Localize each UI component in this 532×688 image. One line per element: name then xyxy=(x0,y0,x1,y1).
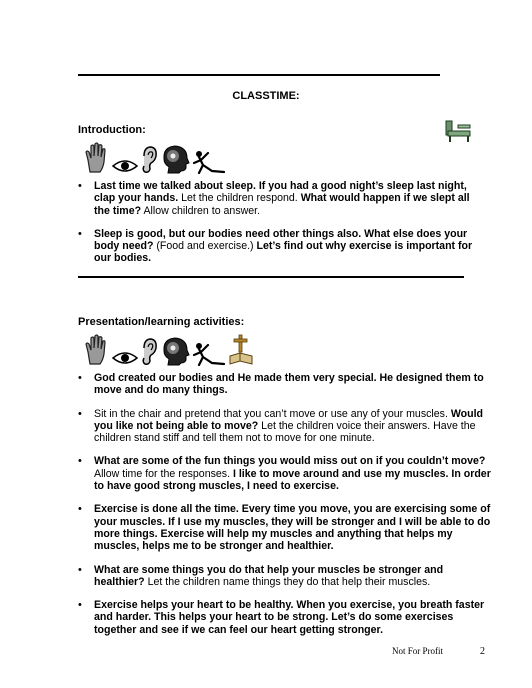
hand-icon xyxy=(84,334,110,366)
list-item xyxy=(78,503,492,552)
bullet-text: Last time we talked about sleep. If you had a good night’s sleep last night, clap your hands. xyxy=(94,180,467,205)
stretch-figure-icon xyxy=(192,150,226,174)
introduction-heading: Introduction: xyxy=(78,124,146,136)
footer-text: Not For Profit xyxy=(392,646,444,656)
bullet-text: Allow time for the responses. xyxy=(94,467,233,480)
bullet-text: Sleep is good, but our bodies need other things also. What else does your body need? xyxy=(94,227,468,253)
bullet-text: Exercise helps your heart to be healthy. When you exercise, you breath faster and harder. This helps your heart to be strong. Let’s do some exercises together and see if we can feel our heart getting stronger. xyxy=(94,599,485,636)
bullet-text: Let’s find out why exercise is important for our bodies. xyxy=(94,240,473,265)
eye-icon xyxy=(112,158,138,174)
bullet-text: Let the children name things they do that help their muscles. xyxy=(144,575,431,588)
bullet-text: God created our bodies and He made them very special. He designed them to move and do many things. xyxy=(94,372,484,397)
bullet-text: Let the children respond. xyxy=(178,192,301,205)
bullet-text: What are some of the fun things you would miss out on if you couldn’t move? xyxy=(94,455,486,468)
bullet-text: Allow children to answer. xyxy=(141,204,261,217)
head-icon xyxy=(160,336,190,366)
bible-cross-icon xyxy=(228,334,254,366)
intro-bullet-list xyxy=(78,180,488,265)
head-icon xyxy=(160,144,190,174)
hand-icon xyxy=(84,142,110,174)
bullet-text: What would happen if we slept all the time? xyxy=(94,192,470,217)
bullet-text: Exercise is done all the time. Every time you move, you are exercising some of your muscles. If I use my muscles, they will be stronger and I will be able to do more things. Exercise will help my muscles and anything that helps my muscles, helps me to be stronger and healthier. xyxy=(94,503,491,553)
bullet-text: Sit in the chair and pretend that you can’t move or use any of your muscles. xyxy=(94,407,451,420)
list-item xyxy=(78,408,492,445)
list-item xyxy=(78,455,492,492)
list-item xyxy=(78,228,488,265)
section-rule xyxy=(78,276,464,278)
intro-senses-icons xyxy=(84,142,226,174)
page-title: CLASSTIME: xyxy=(232,90,300,102)
top-rule xyxy=(78,74,440,76)
bullet-text: What are some things you do that help your muscles be stronger and healthier? xyxy=(94,563,444,588)
ear-icon xyxy=(140,146,158,174)
stretch-figure-icon xyxy=(192,342,226,366)
chair-icon xyxy=(444,117,474,148)
ear-icon xyxy=(140,338,158,366)
presentation-senses-icons xyxy=(84,334,254,366)
bullet-text: (Food and exercise.) xyxy=(153,240,257,253)
list-item xyxy=(78,564,492,589)
list-item xyxy=(78,599,492,636)
list-item xyxy=(78,372,492,397)
page-number: 2 xyxy=(480,646,485,657)
presentation-heading: Presentation/learning activities: xyxy=(78,316,245,328)
bullet-text: I like to move around and use my muscles. In order to have good strong muscles, I need to exercise. xyxy=(94,467,491,493)
eye-icon xyxy=(112,350,138,366)
list-item xyxy=(78,180,488,217)
bullet-text: Would you like not being able to move? xyxy=(94,407,484,432)
bullet-text: Let the children voice their answers. Have the children stand stiff and tell them not to move for one minute. xyxy=(94,419,476,445)
presentation-bullet-list xyxy=(78,372,492,636)
